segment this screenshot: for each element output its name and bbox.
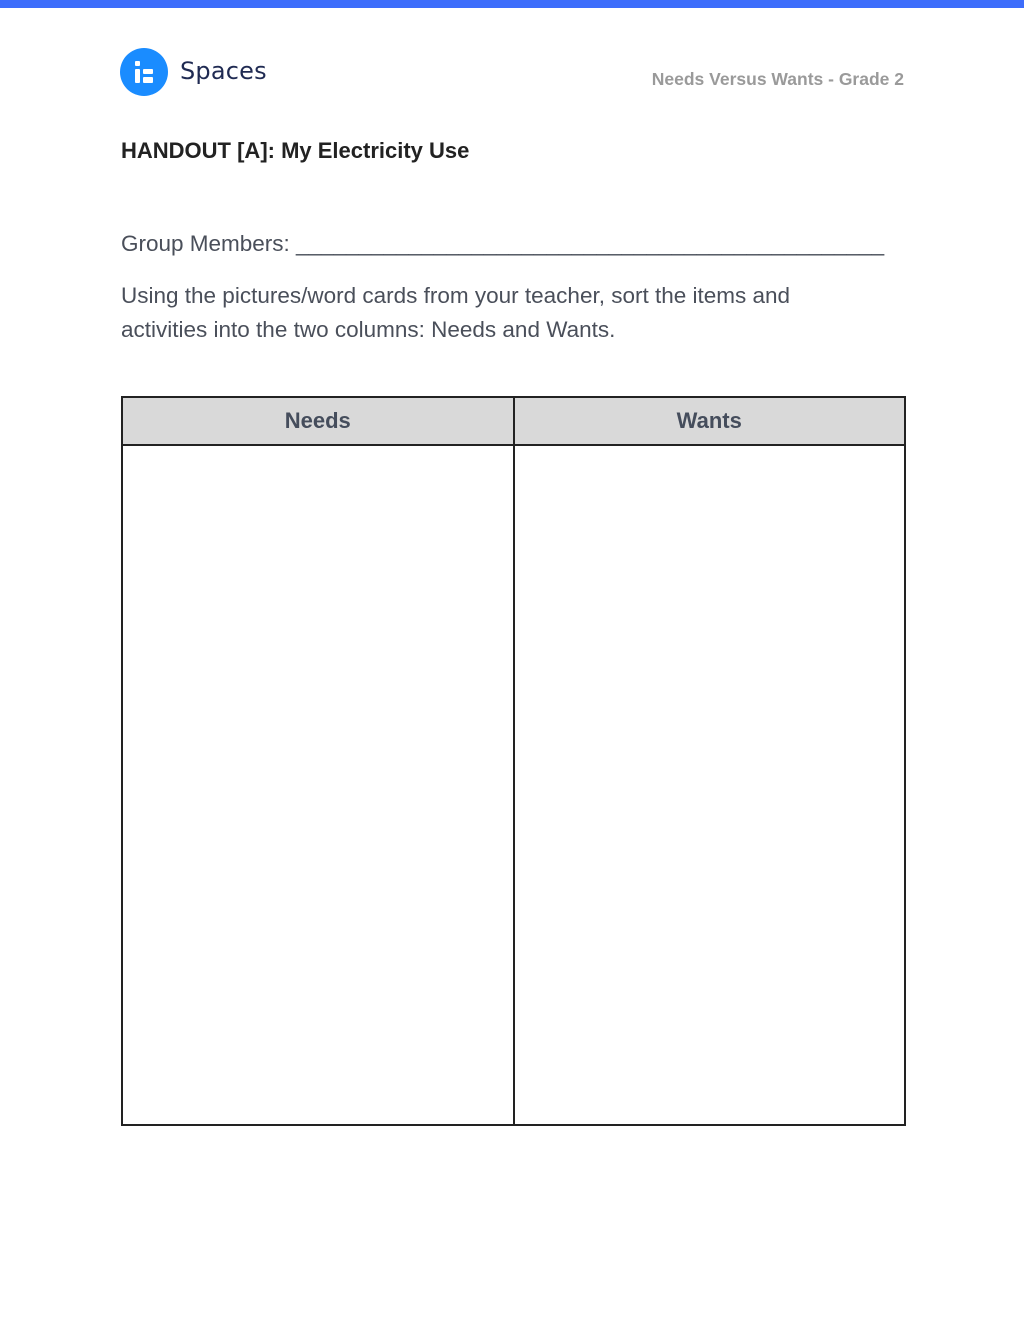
needs-column-cell[interactable] bbox=[122, 445, 514, 1125]
document-subject: Needs Versus Wants - Grade 2 bbox=[651, 69, 904, 89]
instructions-text: Using the pictures/word cards from your teacher, sort the items and activities into the two columns: Needs and Wants. bbox=[121, 283, 791, 342]
top-accent-bar bbox=[0, 0, 1024, 8]
group-members-line: Group Members: _______________________________________________ bbox=[121, 231, 885, 256]
needs-wants-table bbox=[121, 396, 906, 1126]
wants-column-cell[interactable] bbox=[514, 445, 906, 1125]
table-row bbox=[122, 445, 905, 1125]
brand-name: Spaces bbox=[180, 57, 267, 85]
spaces-logo-icon bbox=[120, 48, 168, 96]
wants-column-header: Wants bbox=[514, 397, 906, 445]
needs-column-header: Needs bbox=[122, 397, 514, 445]
table-header-row bbox=[122, 397, 905, 445]
handout-title: HANDOUT [A]: My Electricity Use bbox=[121, 138, 470, 163]
brand-logo bbox=[120, 48, 267, 96]
